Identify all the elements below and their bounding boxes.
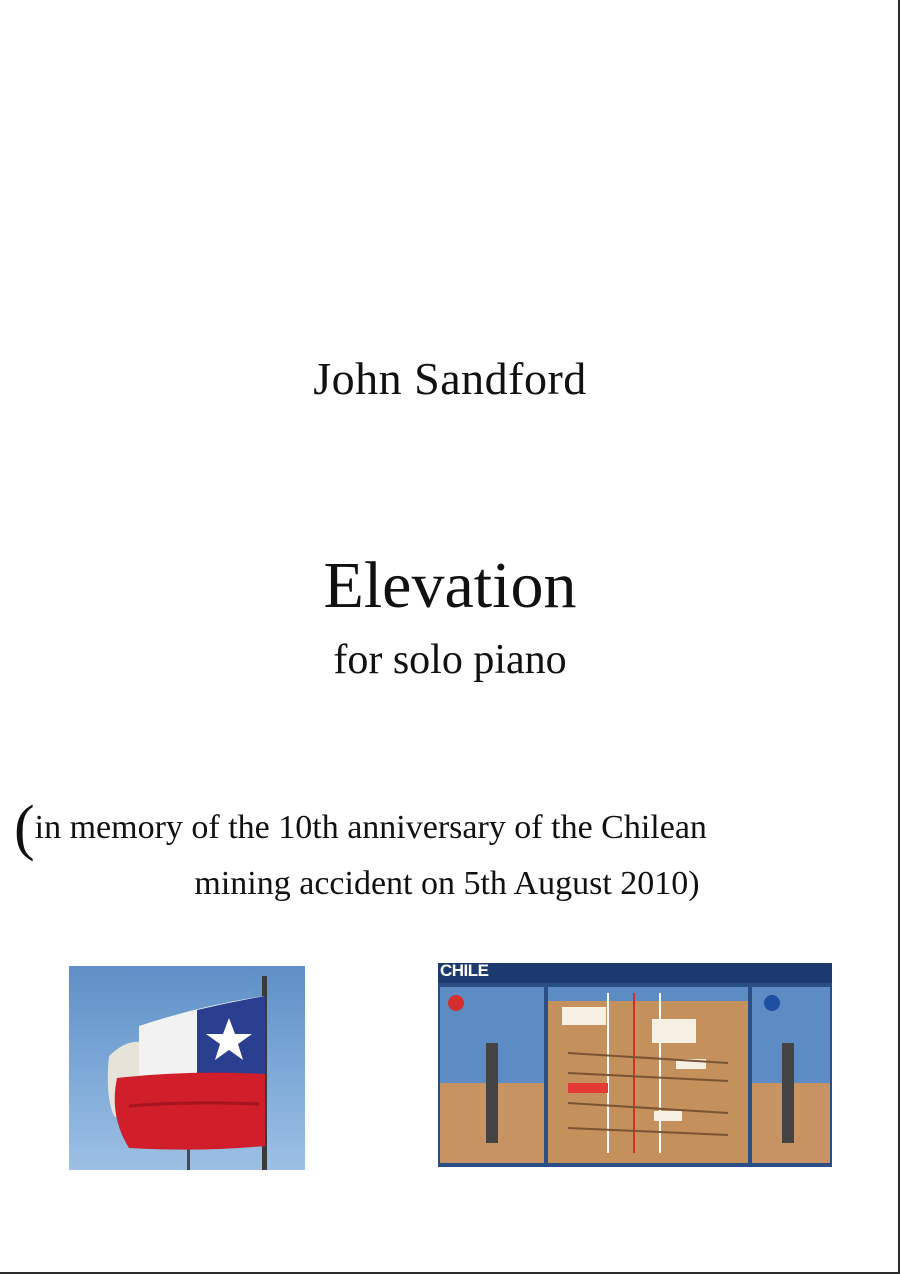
dedication-line-1 [14,794,894,862]
dedication-line-2: mining accident on 5th August 2010) [194,865,700,902]
infographic-illustration [438,963,832,1167]
chilean-flag-image [69,966,305,1170]
piece-subtitle: for solo piano [333,637,567,683]
dedication-text-1: in memory of the 10th anniversary of the Chilean [34,809,707,846]
rescue-infographic-image [438,963,832,1167]
flag-illustration [69,966,305,1170]
open-parenthesis: ( [14,794,35,862]
dedication [14,794,894,912]
infographic-label: CHILE [440,963,489,980]
piece-title: Elevation [323,549,577,622]
composer-name: John Sandford [313,353,587,404]
